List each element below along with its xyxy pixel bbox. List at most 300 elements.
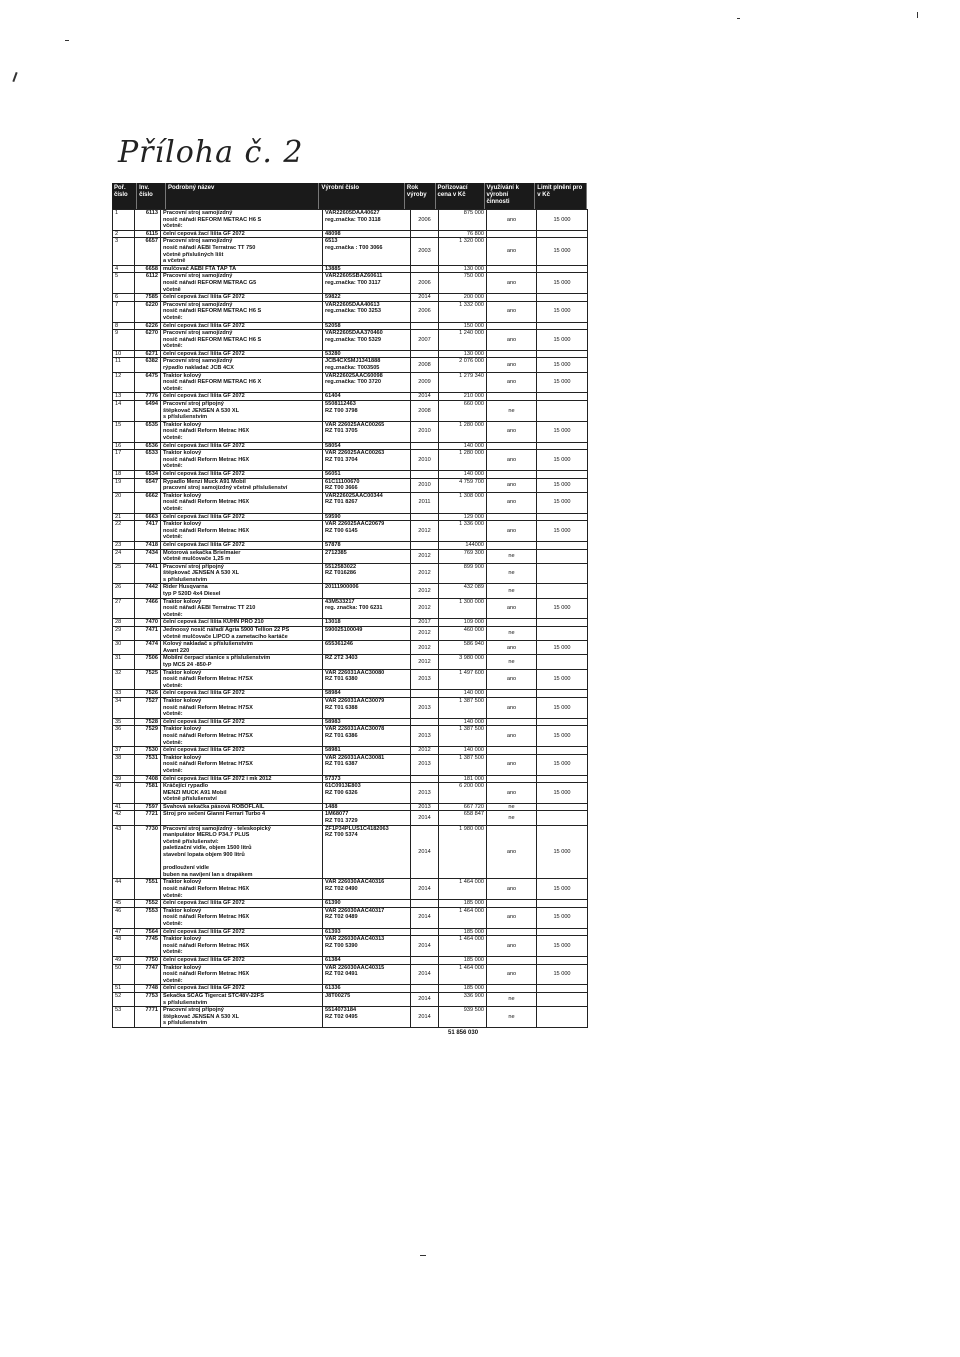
row-inventory-number: 7434 bbox=[135, 549, 161, 563]
row-serial-number: 58054 bbox=[323, 442, 411, 450]
row-usage: ano bbox=[487, 697, 537, 718]
row-year bbox=[411, 265, 439, 273]
header-vyrobni: Výrobní číslo bbox=[319, 183, 405, 209]
row-usage bbox=[487, 619, 537, 627]
row-usage: ne bbox=[487, 401, 537, 422]
table-row bbox=[113, 238, 588, 265]
row-description: Traktor kolový nosič nářadí AEBI Terratrac TT 210 včetně: bbox=[161, 598, 323, 619]
row-price: 899 900 bbox=[439, 563, 487, 584]
handwritten-title: Příloha č. 2 bbox=[118, 135, 304, 170]
row-serial-number: 53280 bbox=[323, 350, 411, 358]
row-usage: ano bbox=[487, 421, 537, 442]
row-usage: ne bbox=[487, 1007, 537, 1028]
row-usage bbox=[487, 900, 537, 908]
row-limit: 15 000 bbox=[537, 421, 588, 442]
table-row bbox=[113, 964, 588, 985]
row-year: 2010 bbox=[411, 450, 439, 471]
row-description: čelní cepová žací lišta GF 2072 bbox=[161, 294, 323, 302]
table-row bbox=[113, 619, 588, 627]
row-limit bbox=[537, 775, 588, 783]
row-inventory-number: 7466 bbox=[135, 598, 161, 619]
row-inventory-number: 7506 bbox=[135, 655, 161, 669]
row-limit bbox=[537, 294, 588, 302]
row-number: 41 bbox=[113, 803, 135, 811]
row-serial-number: 61390 bbox=[323, 900, 411, 908]
row-description: Traktor kolový nosič nářadí Reform Metrac H6X včetně: bbox=[161, 936, 323, 957]
table-row bbox=[113, 992, 588, 1006]
row-limit: 15 000 bbox=[537, 358, 588, 372]
table-row bbox=[113, 521, 588, 542]
table-body bbox=[113, 210, 588, 1028]
row-serial-number: JCB4CXSMJ1341888 reg.značka: T003505 bbox=[323, 358, 411, 372]
row-serial-number: VAR22605SBAZ60611 reg.značka: T00 3117 bbox=[323, 273, 411, 294]
row-serial-number: VAR 226025AAC20679 RZ T00 6145 bbox=[323, 521, 411, 542]
row-inventory-number: 6547 bbox=[135, 478, 161, 492]
row-limit: 15 000 bbox=[537, 372, 588, 393]
row-serial-number: 20111900006 bbox=[323, 584, 411, 598]
row-usage: ano bbox=[487, 754, 537, 775]
row-usage bbox=[487, 747, 537, 755]
row-limit bbox=[537, 442, 588, 450]
row-serial-number: 61C11100670 RZ T00 3666 bbox=[323, 478, 411, 492]
row-year: 2014 bbox=[411, 294, 439, 302]
row-year: 2012 bbox=[411, 521, 439, 542]
table-row bbox=[113, 322, 588, 330]
row-serial-number: VAR 226025AAC00263 RZ T01 3704 bbox=[323, 450, 411, 471]
row-limit bbox=[537, 513, 588, 521]
row-usage: ano bbox=[487, 879, 537, 900]
row-inventory-number: 7441 bbox=[135, 563, 161, 584]
row-serial-number: 61C0913E803 RZ T00 6326 bbox=[323, 783, 411, 804]
row-number: 29 bbox=[113, 627, 135, 641]
row-description: Svahová sekačka pásová ROBOFLAIL bbox=[161, 803, 323, 811]
row-year bbox=[411, 718, 439, 726]
row-serial-number: 61404 bbox=[323, 393, 411, 401]
row-description: Pracovní stroj přípojný štěpkovač JENSEN A 530 XL s příslušenstvím bbox=[161, 401, 323, 422]
row-usage bbox=[487, 393, 537, 401]
row-limit: 15 000 bbox=[537, 936, 588, 957]
row-usage: ano bbox=[487, 521, 537, 542]
row-usage bbox=[487, 985, 537, 993]
row-limit bbox=[537, 956, 588, 964]
row-price: 150 000 bbox=[439, 322, 487, 330]
row-limit bbox=[537, 350, 588, 358]
header-limit: Limit plnění pro v Kč bbox=[535, 183, 587, 209]
row-usage: ano bbox=[487, 450, 537, 471]
row-description: čelní cepová žací lišta GF 2072 bbox=[161, 230, 323, 238]
row-inventory-number: 6533 bbox=[135, 450, 161, 471]
row-serial-number: VAR 226030AAC40317 RZ T02 0489 bbox=[323, 907, 411, 928]
row-serial-number: 61384 bbox=[323, 956, 411, 964]
asset-table bbox=[112, 209, 588, 1028]
row-price: 1 387 500 bbox=[439, 754, 487, 775]
table-row bbox=[113, 478, 588, 492]
row-number: 19 bbox=[113, 478, 135, 492]
row-number: 44 bbox=[113, 879, 135, 900]
row-price: 185 000 bbox=[439, 928, 487, 936]
row-year: 2012 bbox=[411, 747, 439, 755]
row-description: Mobilní čerpací stanice s příslušenstvím typ MCS 24 -850-P bbox=[161, 655, 323, 669]
row-price: 1 308 000 bbox=[439, 492, 487, 513]
row-limit: 15 000 bbox=[537, 301, 588, 322]
table-row bbox=[113, 783, 588, 804]
row-limit bbox=[537, 900, 588, 908]
row-usage: ano bbox=[487, 907, 537, 928]
row-serial-number: 1M68077 RZ T01 3729 bbox=[323, 811, 411, 825]
table-row bbox=[113, 513, 588, 521]
row-price: 200 000 bbox=[439, 294, 487, 302]
row-limit bbox=[537, 627, 588, 641]
row-number: 14 bbox=[113, 401, 135, 422]
row-inventory-number: 7748 bbox=[135, 985, 161, 993]
row-serial-number: 5508112463 RZ T00 3798 bbox=[323, 401, 411, 422]
row-price: 939 500 bbox=[439, 1007, 487, 1028]
row-year: 2012 bbox=[411, 655, 439, 669]
table-row bbox=[113, 470, 588, 478]
row-price: 185 000 bbox=[439, 900, 487, 908]
row-serial-number: 58981 bbox=[323, 747, 411, 755]
table-row bbox=[113, 879, 588, 900]
total-price: 51 856 030 bbox=[448, 1030, 479, 1036]
row-inventory-number: 7530 bbox=[135, 747, 161, 755]
row-serial-number: 1488 bbox=[323, 803, 411, 811]
row-price: 1 240 000 bbox=[439, 330, 487, 351]
row-description: čelní cepová žací lišta GF 2072 bbox=[161, 442, 323, 450]
table-row bbox=[113, 492, 588, 513]
row-description: Traktor kolový nosič nářadí Reform Metrac H7SX včetně: bbox=[161, 669, 323, 690]
row-serial-number: 59590 bbox=[323, 513, 411, 521]
row-price: 1 332 000 bbox=[439, 301, 487, 322]
row-year bbox=[411, 230, 439, 238]
row-inventory-number: 6113 bbox=[135, 210, 161, 231]
row-serial-number: 52058 bbox=[323, 322, 411, 330]
table-row bbox=[113, 210, 588, 231]
row-price: 875 000 bbox=[439, 210, 487, 231]
row-price: 1 387 500 bbox=[439, 726, 487, 747]
row-description: Stroj pro sečení Gianni Ferrari Turbo 4 bbox=[161, 811, 323, 825]
row-price: 1 280 000 bbox=[439, 421, 487, 442]
row-description: Kolový nakladač s příslušenstvím Avant 220 bbox=[161, 641, 323, 655]
table-row bbox=[113, 655, 588, 669]
row-year: 2013 bbox=[411, 669, 439, 690]
row-serial-number: VAR22605DAA40613 reg.značka: T00 3253 bbox=[323, 301, 411, 322]
row-description: Traktor kolový nosič nářadí Reform Metrac H6X včetně: bbox=[161, 879, 323, 900]
row-usage: ano bbox=[487, 238, 537, 265]
row-limit bbox=[537, 470, 588, 478]
row-price: 658 847 bbox=[439, 811, 487, 825]
row-price: 1 497 600 bbox=[439, 669, 487, 690]
row-price: 1 464 000 bbox=[439, 964, 487, 985]
row-usage: ne bbox=[487, 992, 537, 1006]
row-usage bbox=[487, 928, 537, 936]
row-price: 667 720 bbox=[439, 803, 487, 811]
row-number: 31 bbox=[113, 655, 135, 669]
row-price: 432 089 bbox=[439, 584, 487, 598]
table-row bbox=[113, 726, 588, 747]
row-number: 26 bbox=[113, 584, 135, 598]
row-serial-number: 5514073184 RZ T02 0495 bbox=[323, 1007, 411, 1028]
row-description: čelní cepová žací lišta GF 2072 bbox=[161, 928, 323, 936]
table-row bbox=[113, 669, 588, 690]
row-price: 181 000 bbox=[439, 775, 487, 783]
header-cena: Pořizovací cena v Kč bbox=[436, 183, 485, 209]
row-serial-number: VAR 226031AAC30081 RZ T01 6387 bbox=[323, 754, 411, 775]
row-serial-number: VAR 226030AAC40313 RZ T00 5390 bbox=[323, 936, 411, 957]
row-inventory-number: 7471 bbox=[135, 627, 161, 641]
table-row bbox=[113, 775, 588, 783]
row-inventory-number: 6657 bbox=[135, 238, 161, 265]
table-row bbox=[113, 273, 588, 294]
row-number: 15 bbox=[113, 421, 135, 442]
row-serial-number: VAR226025AAC00344 RZ T01 8267 bbox=[323, 492, 411, 513]
row-number: 23 bbox=[113, 541, 135, 549]
row-limit bbox=[537, 322, 588, 330]
row-inventory-number: 7776 bbox=[135, 393, 161, 401]
table-row bbox=[113, 393, 588, 401]
table-row bbox=[113, 230, 588, 238]
row-limit bbox=[537, 401, 588, 422]
row-serial-number: 590025100049 bbox=[323, 627, 411, 641]
row-price: 130 000 bbox=[439, 265, 487, 273]
row-price: 109 000 bbox=[439, 619, 487, 627]
row-year: 2014 bbox=[411, 879, 439, 900]
row-description: čelní cepová žací lišta GF 2072 bbox=[161, 747, 323, 755]
row-number: 37 bbox=[113, 747, 135, 755]
row-serial-number: VAR 226030AAC40316 RZ T02 0490 bbox=[323, 879, 411, 900]
header-inv: Inv. číslo bbox=[137, 183, 166, 209]
row-description: Pracovní stroj samojízdný nosič nářadí REFORM METRAC H6 S včetně: bbox=[161, 210, 323, 231]
row-description: Traktor kolový nosič nářadí Reform Metrac H6X včetně: bbox=[161, 492, 323, 513]
row-number: 9 bbox=[113, 330, 135, 351]
row-year bbox=[411, 442, 439, 450]
row-year: 2012 bbox=[411, 641, 439, 655]
table-row bbox=[113, 598, 588, 619]
row-number: 3 bbox=[113, 238, 135, 265]
row-number: 45 bbox=[113, 900, 135, 908]
row-year: 2013 bbox=[411, 783, 439, 804]
row-number: 17 bbox=[113, 450, 135, 471]
row-description: mulčovač AEBI FTA TAP TA bbox=[161, 265, 323, 273]
row-limit bbox=[537, 549, 588, 563]
row-year: 2010 bbox=[411, 478, 439, 492]
row-usage: ne bbox=[487, 803, 537, 811]
row-description: Traktor kolový nosič nářadí REFORM METRAC H6 X včetně: bbox=[161, 372, 323, 393]
table-row bbox=[113, 718, 588, 726]
row-year: 2014 bbox=[411, 964, 439, 985]
row-year: 2013 bbox=[411, 803, 439, 811]
row-inventory-number: 7442 bbox=[135, 584, 161, 598]
row-number: 32 bbox=[113, 669, 135, 690]
row-limit: 15 000 bbox=[537, 450, 588, 471]
row-price: 3 980 000 bbox=[439, 655, 487, 669]
row-year: 2014 bbox=[411, 811, 439, 825]
row-year: 2012 bbox=[411, 584, 439, 598]
row-limit bbox=[537, 655, 588, 669]
row-limit: 15 000 bbox=[537, 641, 588, 655]
row-description: Traktor kolový nosič nářadí Reform Metrac H6X včetně: bbox=[161, 907, 323, 928]
row-description: čelní cepová žací lišta GF 2072 bbox=[161, 541, 323, 549]
header-vyuziti: Využívání k výrobní činnosti bbox=[485, 183, 536, 209]
row-limit bbox=[537, 265, 588, 273]
row-number: 34 bbox=[113, 697, 135, 718]
row-inventory-number: 6536 bbox=[135, 442, 161, 450]
row-number: 52 bbox=[113, 992, 135, 1006]
row-limit: 15 000 bbox=[537, 238, 588, 265]
row-number: 16 bbox=[113, 442, 135, 450]
row-number: 49 bbox=[113, 956, 135, 964]
row-inventory-number: 7526 bbox=[135, 690, 161, 698]
row-inventory-number: 7721 bbox=[135, 811, 161, 825]
row-number: 35 bbox=[113, 718, 135, 726]
row-serial-number: VAR22605DAA40627 reg.značka: T00 3118 bbox=[323, 210, 411, 231]
row-usage bbox=[487, 718, 537, 726]
row-year: 2008 bbox=[411, 401, 439, 422]
row-price: 140 000 bbox=[439, 442, 487, 450]
row-price: 586 940 bbox=[439, 641, 487, 655]
row-number: 8 bbox=[113, 322, 135, 330]
row-inventory-number: 7564 bbox=[135, 928, 161, 936]
row-description: čelní cepová žací lišta GF 2072 bbox=[161, 985, 323, 993]
row-price: 1 464 000 bbox=[439, 879, 487, 900]
row-description: Traktor kolový nosič nářadí Reform Metrac H6X včetně: bbox=[161, 521, 323, 542]
row-limit bbox=[537, 584, 588, 598]
row-price: 210 000 bbox=[439, 393, 487, 401]
row-usage: ano bbox=[487, 358, 537, 372]
row-inventory-number: 7553 bbox=[135, 907, 161, 928]
row-year: 2003 bbox=[411, 238, 439, 265]
row-year: 2006 bbox=[411, 301, 439, 322]
table-row bbox=[113, 372, 588, 393]
row-serial-number: 59822 bbox=[323, 294, 411, 302]
row-limit bbox=[537, 718, 588, 726]
row-year bbox=[411, 322, 439, 330]
row-limit bbox=[537, 928, 588, 936]
row-limit: 15 000 bbox=[537, 669, 588, 690]
row-number: 36 bbox=[113, 726, 135, 747]
row-number: 22 bbox=[113, 521, 135, 542]
row-serial-number: 6513 reg.značka : T00 3066 bbox=[323, 238, 411, 265]
row-usage: ano bbox=[487, 492, 537, 513]
row-price: 185 000 bbox=[439, 956, 487, 964]
row-serial-number: VAR 226025AAC00265 RZ T01 3705 bbox=[323, 421, 411, 442]
row-limit bbox=[537, 563, 588, 584]
row-price: 185 000 bbox=[439, 985, 487, 993]
row-price: 6 200 000 bbox=[439, 783, 487, 804]
row-year bbox=[411, 985, 439, 993]
row-price: 140 000 bbox=[439, 718, 487, 726]
row-inventory-number: 6663 bbox=[135, 513, 161, 521]
row-usage: ano bbox=[487, 301, 537, 322]
row-number: 30 bbox=[113, 641, 135, 655]
row-inventory-number: 7552 bbox=[135, 900, 161, 908]
scan-speck bbox=[12, 72, 17, 82]
row-number: 48 bbox=[113, 936, 135, 957]
table-row bbox=[113, 690, 588, 698]
row-price: 4 759 700 bbox=[439, 478, 487, 492]
row-description: Traktor kolový nosič nářadí Reform Metrac H6X včetně: bbox=[161, 421, 323, 442]
row-price: 769 300 bbox=[439, 549, 487, 563]
row-serial-number: 5512583022 RZ T016286 bbox=[323, 563, 411, 584]
row-serial-number: 57373 bbox=[323, 775, 411, 783]
row-inventory-number: 7730 bbox=[135, 825, 161, 879]
row-limit: 15 000 bbox=[537, 783, 588, 804]
row-serial-number: J8T00275 bbox=[323, 992, 411, 1006]
row-year: 2014 bbox=[411, 936, 439, 957]
row-description: Jednoosý nosič nářadí Agria 5900 Tellion 22 PS včetně mulčovače LIPCO a zametacího kartáče bbox=[161, 627, 323, 641]
row-price: 140 000 bbox=[439, 470, 487, 478]
row-number: 42 bbox=[113, 811, 135, 825]
row-price: 750 000 bbox=[439, 273, 487, 294]
row-description: čelní cepová žací lišta GF 2072 bbox=[161, 690, 323, 698]
row-limit bbox=[537, 393, 588, 401]
row-limit: 15 000 bbox=[537, 907, 588, 928]
row-number: 27 bbox=[113, 598, 135, 619]
row-inventory-number: 7581 bbox=[135, 783, 161, 804]
row-year: 2014 bbox=[411, 825, 439, 879]
table-row bbox=[113, 358, 588, 372]
row-serial-number: ZF1P34PLUS1C4182063 RZ T00 5374 bbox=[323, 825, 411, 879]
row-description: Pracovní stroj samojízdný nosič nářadí AEBI Terratrac TT 750 včetně příslušných lišt a včetně bbox=[161, 238, 323, 265]
table-row bbox=[113, 450, 588, 471]
row-serial-number: RZ 2T2 3403 bbox=[323, 655, 411, 669]
row-limit bbox=[537, 803, 588, 811]
row-limit: 15 000 bbox=[537, 697, 588, 718]
table-row bbox=[113, 563, 588, 584]
row-usage bbox=[487, 265, 537, 273]
table-row bbox=[113, 549, 588, 563]
row-serial-number: 2712385 bbox=[323, 549, 411, 563]
row-year bbox=[411, 470, 439, 478]
row-inventory-number: 7408 bbox=[135, 775, 161, 783]
row-price: 1 464 000 bbox=[439, 907, 487, 928]
row-year: 2012 bbox=[411, 627, 439, 641]
row-description: čelní cepová žací lišta GF 2072 bbox=[161, 393, 323, 401]
row-inventory-number: 7418 bbox=[135, 541, 161, 549]
table-row bbox=[113, 627, 588, 641]
row-inventory-number: 7585 bbox=[135, 294, 161, 302]
row-price: 1 980 000 bbox=[439, 825, 487, 879]
row-inventory-number: 7753 bbox=[135, 992, 161, 1006]
table-row bbox=[113, 747, 588, 755]
row-price: 129 000 bbox=[439, 513, 487, 521]
table-row bbox=[113, 265, 588, 273]
row-price: 660 000 bbox=[439, 401, 487, 422]
row-serial-number: 61393 bbox=[323, 928, 411, 936]
row-inventory-number: 6382 bbox=[135, 358, 161, 372]
row-inventory-number: 6112 bbox=[135, 273, 161, 294]
row-price: 1 320 000 bbox=[439, 238, 487, 265]
row-usage: ano bbox=[487, 598, 537, 619]
row-year: 2013 bbox=[411, 726, 439, 747]
row-description: Traktor kolový nosič nářadí Reform Metrac H7SX včetně: bbox=[161, 754, 323, 775]
row-number: 47 bbox=[113, 928, 135, 936]
table-row bbox=[113, 442, 588, 450]
row-number: 18 bbox=[113, 470, 135, 478]
row-usage: ano bbox=[487, 372, 537, 393]
row-description: čelní cepová žací lišta GF 2072 bbox=[161, 900, 323, 908]
row-year bbox=[411, 690, 439, 698]
table-row bbox=[113, 697, 588, 718]
row-price: 144000 bbox=[439, 541, 487, 549]
row-inventory-number: 7417 bbox=[135, 521, 161, 542]
row-year bbox=[411, 928, 439, 936]
row-serial-number: VAR226025AAC60098 reg.značka: T00 3720 bbox=[323, 372, 411, 393]
row-serial-number: VAR22605DAA370460 reg.značka: T00 5329 bbox=[323, 330, 411, 351]
row-inventory-number: 6115 bbox=[135, 230, 161, 238]
row-year: 2014 bbox=[411, 992, 439, 1006]
row-number: 20 bbox=[113, 492, 135, 513]
row-usage: ne bbox=[487, 563, 537, 584]
